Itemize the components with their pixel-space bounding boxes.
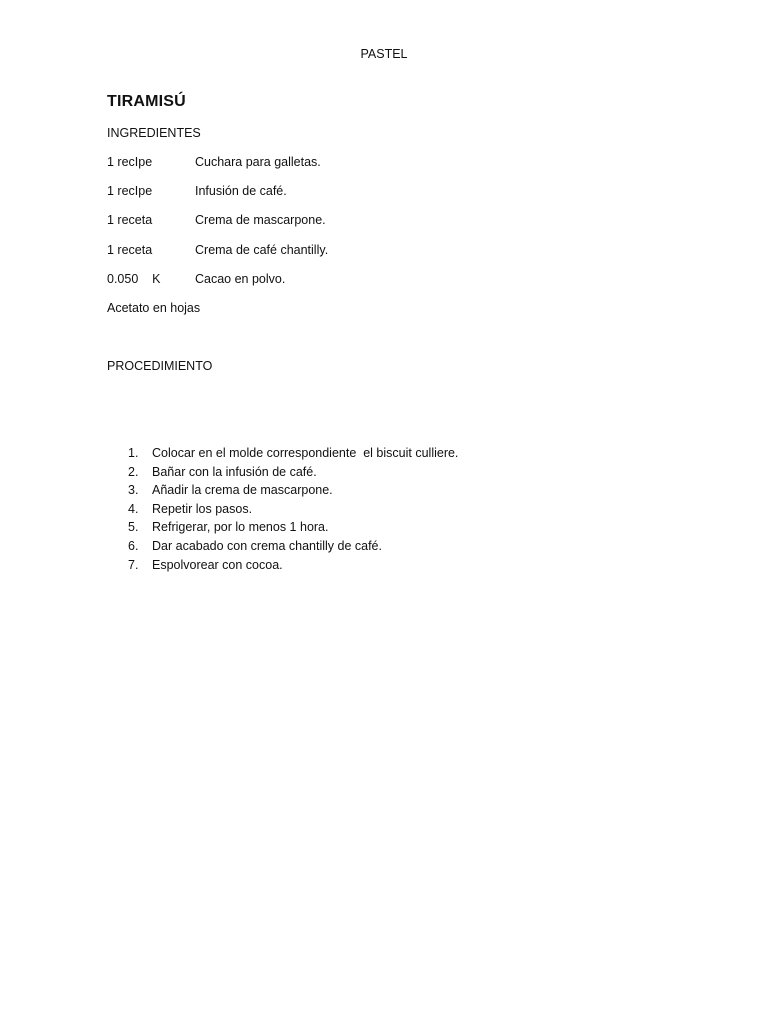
procedure-step [128,465,688,484]
ingredients-list [107,155,607,301]
procedure-step [128,539,688,558]
step-text: Espolvorear con cocoa. [152,557,283,572]
procedure-step [128,446,688,465]
ingredient-quantity: 1 receta [107,242,153,257]
step-number: 2. [128,464,139,479]
ingredient-name: Infusión de café. [195,184,287,199]
ingredient-row [107,155,607,184]
ingredients-heading: INGREDIENTES [107,126,201,140]
ingredient-quantity: 1 recIpe [107,155,153,169]
ingredient-quantity: 1 recIpe [107,184,153,199]
ingredient-row [107,272,607,301]
extra-ingredient: Acetato en hojas [107,301,201,315]
procedure-step [128,558,688,577]
procedure-step [128,502,688,521]
step-text: Colocar en el molde correspondiente el biscuit culliere. [152,446,459,460]
step-text: Dar acabado con crema chantilly de café. [152,538,382,553]
step-text: Añadir la crema de mascarpone. [152,483,333,498]
recipe-title: TIRAMISÚ [107,93,186,110]
step-text: Bañar con la infusión de café. [152,464,317,479]
ingredient-name: Crema de café chantilly. [195,242,329,257]
ingredient-quantity: 1 receta [107,213,153,228]
step-number: 1. [128,446,139,460]
ingredient-row [107,213,607,242]
step-text: Refrigerar, por lo menos 1 hora. [152,520,329,535]
procedure-steps [128,446,688,576]
ingredient-row [107,184,607,213]
step-number: 3. [128,483,139,498]
step-number: 4. [128,501,139,516]
ingredient-name: Cuchara para galletas. [195,155,321,169]
procedure-step [128,483,688,502]
page-header: PASTEL [360,47,408,61]
step-number: 6. [128,538,139,553]
step-text: Repetir los pasos. [152,501,253,516]
ingredient-row [107,243,607,272]
ingredient-quantity: 0.050 K [107,271,161,286]
ingredient-name: Crema de mascarpone. [195,213,326,228]
procedure-step [128,520,688,539]
ingredient-name: Cacao en polvo. [195,271,286,286]
step-number: 5. [128,520,139,535]
procedure-heading: PROCEDIMIENTO [107,359,213,373]
step-number: 7. [128,557,139,572]
